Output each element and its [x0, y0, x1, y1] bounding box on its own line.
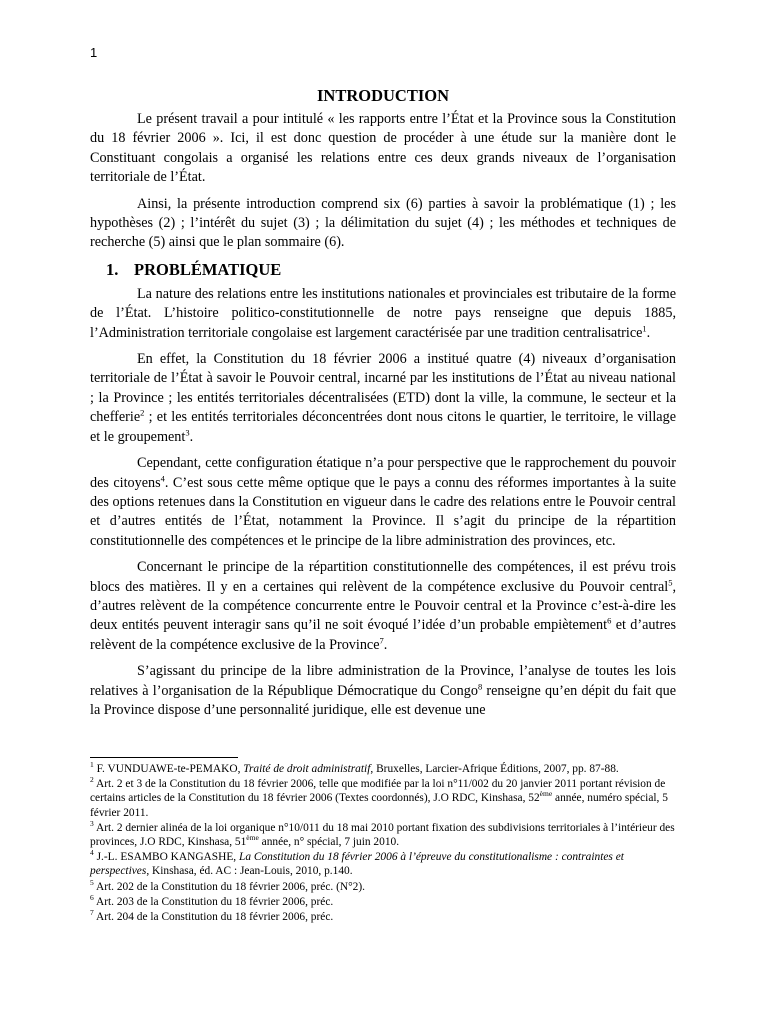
footnote-ordinal: ème: [539, 789, 553, 799]
footnote-6: [90, 895, 676, 909]
footnote-ref[interactable]: 2: [140, 407, 145, 418]
paragraph-2: [90, 350, 676, 447]
paragraph-text: , d’autres relèvent de la compétence concurrente entre le Pouvoir central et la Province c’est-à-dire les deux entités peuvent interagir sans qu’il ne soit évoqué l’idée d’un probable empiètement: [90, 578, 676, 634]
intro-paragraph-2: Ainsi, la présente introduction comprend six (6) parties à savoir la problématique (1) ; les hypothèses (2) ; l’intérêt du sujet (3) ; la délimitation du sujet (4) ; les méthodes et techniques de recherche (5) ainsi que le plan sommaire (6).: [90, 195, 676, 251]
footnote-3: [90, 821, 676, 849]
footnote-text: Art. 203 de la Constitution du 18 février 2006, préc.: [93, 895, 334, 908]
footnote-5: [90, 877, 676, 894]
paragraph-text: S’agissant du principe de la libre administration de la Province, l’analyse de toutes les lois relatives à l’organisation de la République Démocratique du Congo: [90, 663, 676, 699]
paragraph-text: renseigne qu’en dépit du fait que la Province dispose d’une personnalité juridique, elle est devenue une: [90, 682, 677, 718]
footnote-ref[interactable]: 8: [477, 680, 483, 691]
footnote-number: 1: [90, 760, 94, 770]
footnote-text: , Kinshasa, éd. AC : Jean-Louis, 2010, p.140.: [146, 865, 353, 878]
footnote-number: 5: [90, 877, 94, 887]
footnote-text: F. VUNDUAWE-te-PEMAKO,: [93, 763, 244, 775]
body-text: [90, 86, 676, 727]
paragraph-text: La nature des relations entre les institutions nationales et provinciales est tributaire de la forme de l’État. L’histoire politico-constitutionnelle de notre pays renseigne que depuis 1885, l’Administration territoriale congolaise est largement caractérisée par une tradition centralisatrice: [90, 285, 676, 341]
footnote-ordinal: ème: [246, 833, 259, 843]
footnote-number: 7: [90, 908, 94, 918]
footnote-4: [90, 850, 676, 878]
paragraph-text: .: [646, 324, 651, 341]
footnote-text: Art. 204 de la Constitution du 18 février 2006, préc.: [93, 911, 334, 924]
paragraph-text: .: [189, 428, 194, 445]
footnote-ref[interactable]: 6: [607, 615, 612, 626]
footnote-text: , Bruxelles, Larcier-Afrique Éditions, 2007, pp. 87-88.: [370, 763, 619, 775]
footnote-1: [90, 762, 676, 776]
footnote-2: [90, 777, 676, 820]
section-heading: [106, 260, 676, 280]
footnote-ref[interactable]: 4: [160, 472, 165, 483]
footnote-7: [90, 910, 676, 924]
footnote-number: 4: [90, 848, 94, 858]
page-number: 1: [90, 45, 98, 60]
footnote-text: Art. 202 de la Constitution du 18 février 2006, préc. (N°2).: [93, 880, 365, 893]
footnote-text: J.-L. ESAMBO KANGASHE,: [93, 851, 239, 864]
intro-paragraph-1: Le présent travail a pour intitulé « les rapports entre l’État et la Province sous la Constitution du 18 février 2006 ». Ici, il est donc question de procéder à une étude sur la manière dont le Constituant congolais a organisé les relations entre ces deux grands niveaux de l’organisation territoriale de l’État.: [90, 111, 676, 186]
paragraph-text: .: [383, 636, 388, 653]
section-number: 1.: [106, 259, 119, 279]
paragraph-1: [90, 285, 676, 343]
paragraph-text: . C’est sous cette même optique que le pays a connu des réformes importantes à la suite des options retenues dans la Constitution en vigueur dans le cadre des relations entre le Pouvoir central et d’autres entités de l’État, notamment la Province. Il s’agit du principe de la répartition constitutionnelle des compétences et le principe de la libre administration des provinces, etc.: [90, 474, 676, 549]
paragraph-5: [90, 662, 676, 720]
footnotes: [90, 757, 676, 925]
footnote-ref[interactable]: 5: [668, 576, 673, 587]
footnote-number: 2: [90, 775, 94, 785]
footnote-text: Art. 2 dernier alinéa de la loi organique n°10/011 du 18 mai 2010 portant fixation des subdivisions territoriales à l’intérieur des provinces, J.O RDC, Kinshasa, 51: [90, 821, 675, 849]
paragraph-text: et d’autres relèvent de la compétence exclusive de la Province: [90, 617, 676, 653]
footnote-text: année, numéro spécial, 5 février 2011.: [90, 792, 668, 819]
footnote-text: Art. 2 et 3 de la Constitution du 18 février 2006, telle que modifiée par la loi n°11/002 du 20 janvier 2011 portant révision de certains articles de la Constitution du 18 février 2006 (Textes coordonnés), J.O RDC, Kinshasa, 52: [90, 778, 666, 805]
paragraph-3: [90, 454, 676, 551]
footnote-ref[interactable]: 7: [379, 635, 384, 646]
footnote-italic-title: La Constitution du 18 février 2006 à l’épreuve du constitutionalisme : contraintes et perspectives: [90, 851, 624, 878]
paragraph-text: Concernant le principe de la répartition constitutionnelle des compétences, il est prévu trois blocs des matières. Il y en a certaines qui relèvent de la compétence exclusive du Pouvoir central: [90, 559, 676, 595]
footnote-ref[interactable]: 1: [642, 322, 647, 333]
footnote-number: 3: [90, 819, 94, 829]
section-title: PROBLÉMATIQUE: [134, 259, 282, 279]
footnote-ref[interactable]: 3: [185, 426, 190, 437]
paragraph-text: Cependant, cette configuration étatique n’a pour perspective que le rapprochement du pouvoir des citoyens: [90, 455, 676, 491]
paragraph-text: ; et les entités territoriales déconcentrées dont nous citons le quartier, le territoire, le village et le groupement: [90, 409, 676, 445]
footnote-italic-title: Traité de droit administratif: [243, 763, 371, 775]
footnote-separator: [90, 757, 238, 758]
page-title: INTRODUCTION: [316, 86, 450, 105]
footnote-number: 6: [90, 893, 94, 903]
footnote-text: année, n° spécial, 7 juin 2010.: [258, 836, 400, 849]
paragraph-4: [90, 558, 676, 655]
paragraph-text: En effet, la Constitution du 18 février 2006 a institué quatre (4) niveaux d’organisation territoriale de l’État à savoir le Pouvoir central, incarné par les institutions de l’État au niveau national ; la Province ; les entités territoriales décentralisées (ETD) dont la ville, la commune, le secteur et la chefferie: [90, 351, 676, 426]
